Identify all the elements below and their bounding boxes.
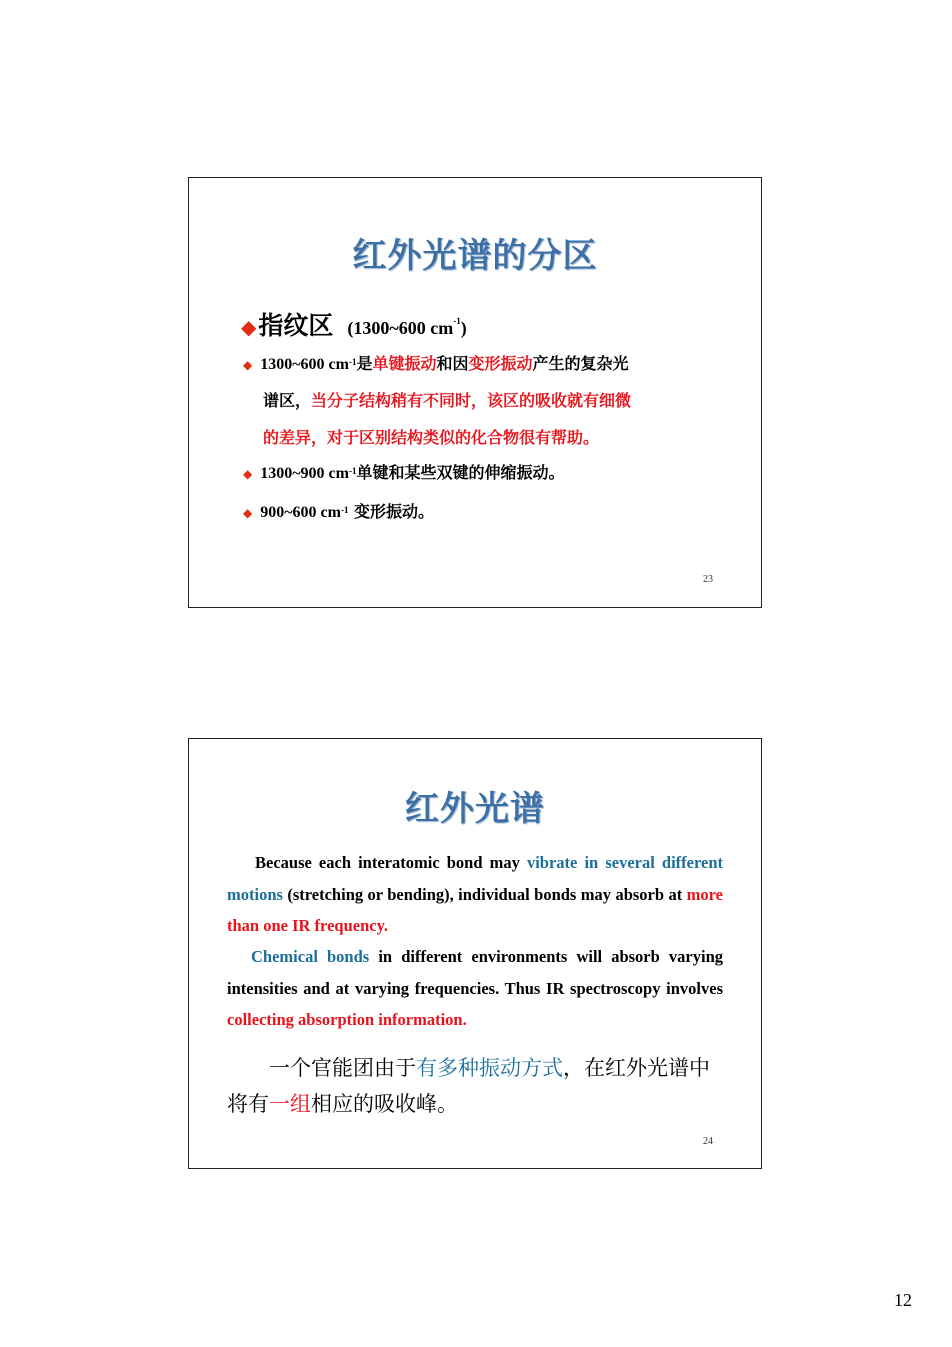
diamond-bullet-icon: ◆ bbox=[243, 506, 253, 520]
diamond-bullet-icon: ◆ bbox=[243, 467, 253, 481]
slide-title: 红外光谱的分区 bbox=[352, 236, 598, 276]
slide-number: 24 bbox=[703, 1136, 713, 1147]
slide-23 bbox=[188, 177, 762, 608]
slide-24 bbox=[188, 738, 762, 1169]
slide-title: 红外光谱 bbox=[405, 789, 545, 829]
slide-number: 23 bbox=[703, 574, 713, 585]
bullet-item-1: ◆ 1300~600 $cm^{-1}$是单键振动和因变形振动产生的复杂光 谱区，当分子结构稍有不同时，该区的吸收就有细微 的差异，对于区别结构类似的化合物很有帮助。 bbox=[243, 354, 632, 447]
diamond-bullet-icon: ◆ bbox=[243, 358, 253, 372]
bullet-item-2: ◆ 1300~900 $cm^{-1}$单键和某些双键的伸缩振动。 bbox=[243, 463, 565, 482]
section-heading bbox=[241, 306, 467, 342]
page-number: 12 bbox=[894, 1290, 912, 1310]
diamond-bullet-icon: ◆ bbox=[241, 317, 257, 339]
english-paragraph-2: Chemical bonds in different environments will absorb varying intensities and at varying frequencies. Thus IR spectroscopy involves collecting absorption information. bbox=[227, 947, 723, 1029]
heading-text: 指纹区 bbox=[258, 311, 334, 340]
english-paragraph-1: Because each interatomic bond may vibrate in several different motions (stretching or bending), individual bonds may absorb at more than one IR frequency. bbox=[227, 853, 723, 935]
heading-range: (1300~600 $cm^{-1}$) bbox=[347, 316, 467, 338]
bullet-item-3: ◆ 900~600 $cm^{-1}$ 变形振动。 bbox=[243, 502, 435, 521]
chinese-paragraph: 一个官能团由于有多种振动方式，在红外光谱中将有一组相应的吸收峰。 bbox=[227, 1056, 710, 1116]
